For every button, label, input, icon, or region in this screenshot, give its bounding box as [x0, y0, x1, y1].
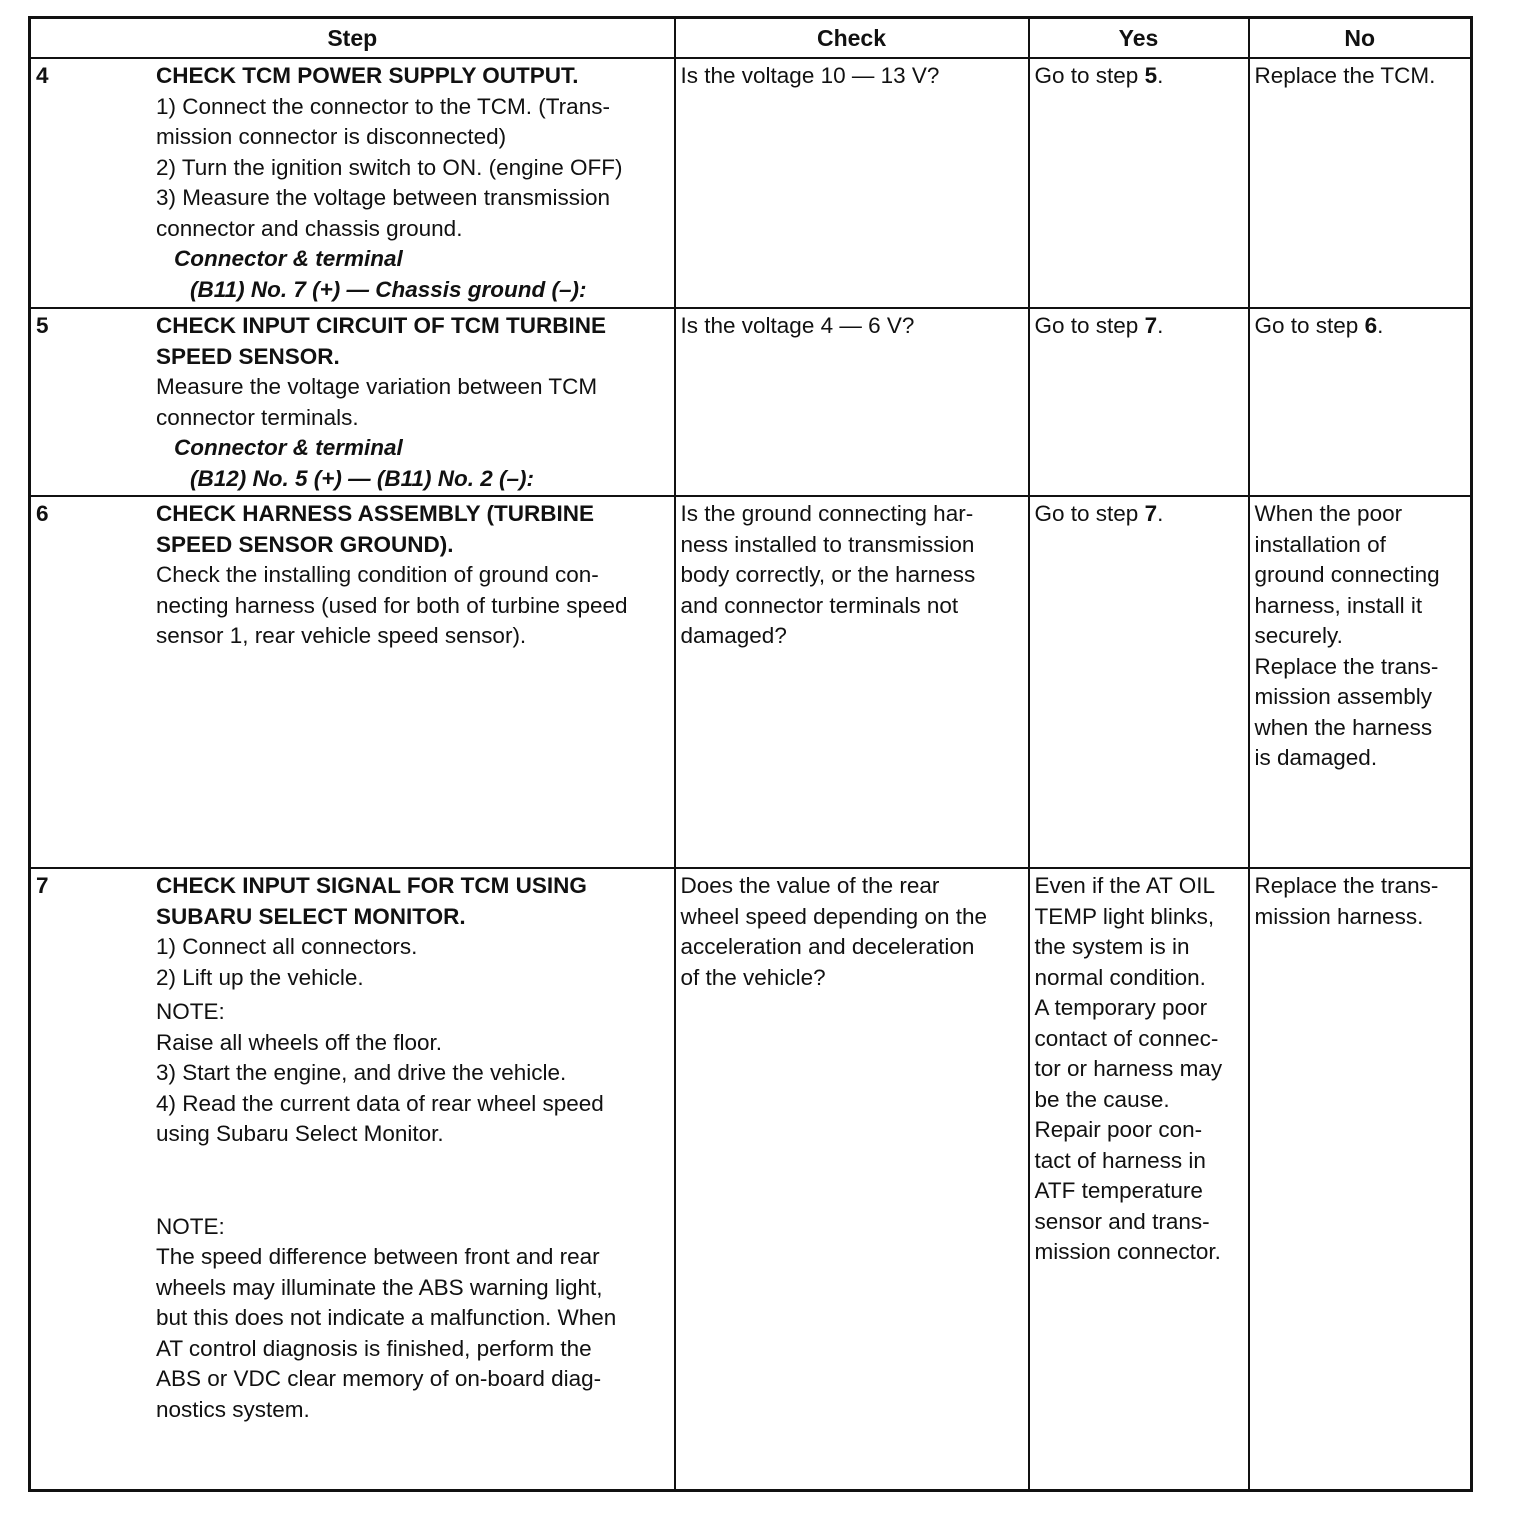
check-cell	[675, 868, 1029, 1490]
step-instruction: Check the installing condition of ground con-	[156, 562, 599, 587]
check-text: wheel speed depending on the	[680, 903, 988, 929]
check-text: Does the value of the rear	[680, 873, 940, 898]
step-instruction: 3) Start the engine, and drive the vehicle.	[156, 1060, 567, 1085]
yes-cell	[1029, 496, 1249, 868]
no-text: mission harness.	[1254, 903, 1424, 929]
check-text: Is the voltage 4 — 6 V?	[680, 313, 915, 338]
step-title: SPEED SENSOR GROUND).	[156, 531, 454, 557]
table-row-step-7	[30, 868, 1472, 1490]
check-text: Is the voltage 10 — 13 V?	[680, 63, 940, 88]
table-row-step-6	[30, 496, 1472, 868]
no-text: When the poor	[1254, 501, 1403, 526]
yes-step-ref: 5	[1144, 63, 1158, 88]
yes-prefix: Go to step	[1034, 501, 1145, 526]
note-text: wheels may illuminate the ABS warning light,	[156, 1274, 603, 1300]
no-text: harness, install it	[1254, 592, 1423, 618]
step-instruction: 4) Read the current data of rear wheel speed	[156, 1090, 604, 1116]
step-cell	[30, 308, 675, 496]
no-text: is damaged.	[1254, 745, 1378, 770]
diagnostic-table	[28, 16, 1473, 1492]
note-label: NOTE:	[156, 1213, 225, 1239]
no-suffix: .	[1377, 313, 1384, 338]
terminal-label: Connector & terminal	[174, 246, 403, 271]
step-number: 4	[36, 63, 49, 88]
step-instruction: mission connector is disconnected)	[156, 124, 507, 149]
yes-suffix: .	[1157, 313, 1164, 338]
step-instruction: 1) Connect all connectors.	[156, 934, 418, 959]
no-cell	[1249, 868, 1472, 1490]
check-cell	[675, 496, 1029, 868]
yes-text: the system is in	[1034, 934, 1190, 959]
terminal-value: (B11) No. 7 (+) — Chassis ground (–):	[190, 276, 587, 302]
yes-text: A temporary poor	[1034, 995, 1208, 1020]
yes-text: tor or harness may	[1034, 1056, 1223, 1081]
no-text: ground connecting	[1254, 562, 1440, 587]
yes-text	[1035, 499, 1243, 530]
step-number: 7	[36, 873, 49, 898]
note-text: Raise all wheels off the floor.	[156, 1029, 442, 1055]
yes-suffix: .	[1157, 501, 1164, 526]
step-instruction: connector terminals.	[156, 404, 359, 430]
no-text: mission assembly	[1254, 684, 1433, 709]
check-cell	[675, 58, 1029, 308]
yes-text: be the cause.	[1034, 1086, 1170, 1112]
no-text: installation of	[1254, 531, 1386, 557]
step-instruction: sensor 1, rear vehicle speed sensor).	[156, 623, 527, 648]
no-step-ref: 6	[1364, 313, 1378, 338]
yes-text: TEMP light blinks,	[1034, 903, 1215, 929]
check-text: Is the ground connecting har-	[680, 501, 974, 526]
yes-text	[1035, 61, 1243, 92]
step-title: CHECK INPUT CIRCUIT OF TCM TURBINE	[156, 313, 606, 338]
note-text: AT control diagnosis is finished, perform the	[156, 1335, 592, 1361]
step-cell	[30, 58, 675, 308]
step-cell	[30, 868, 675, 1490]
check-cell	[675, 308, 1029, 496]
no-text: when the harness	[1254, 714, 1433, 740]
step-instruction: 2) Lift up the vehicle.	[156, 964, 364, 990]
yes-text: tact of harness in	[1034, 1147, 1206, 1173]
step-title: CHECK INPUT SIGNAL FOR TCM USING	[156, 873, 587, 898]
step-number: 6	[36, 501, 49, 526]
step-cell	[30, 496, 675, 868]
header-no: No	[1249, 18, 1472, 59]
check-text: acceleration and deceleration	[680, 934, 975, 959]
header-row	[30, 18, 1472, 59]
note-label: NOTE:	[156, 999, 225, 1024]
step-title: CHECK HARNESS ASSEMBLY (TURBINE	[156, 501, 594, 526]
no-text: securely.	[1254, 623, 1343, 648]
check-text: of the vehicle?	[680, 964, 826, 990]
yes-text	[1035, 311, 1243, 342]
yes-step-ref: 7	[1144, 501, 1158, 526]
note-text: The speed difference between front and rear	[156, 1244, 600, 1269]
step-instruction: connector and chassis ground.	[156, 215, 463, 241]
no-text	[1255, 311, 1466, 342]
note-text: but this does not indicate a malfunction. When	[156, 1305, 617, 1330]
header-step: Step	[30, 18, 675, 59]
yes-cell	[1029, 58, 1249, 308]
step-instruction: Measure the voltage variation between TCM	[156, 374, 598, 399]
yes-cell	[1029, 308, 1249, 496]
table-row-step-5	[30, 308, 1472, 496]
step-instruction: using Subaru Select Monitor.	[156, 1121, 444, 1146]
yes-text: mission connector.	[1034, 1239, 1221, 1264]
header-yes: Yes	[1029, 18, 1249, 59]
check-text: body correctly, or the harness	[680, 562, 976, 587]
check-text: damaged?	[680, 623, 787, 648]
check-text: and connector terminals not	[680, 592, 959, 618]
step-instruction: necting harness (used for both of turbine speed	[156, 592, 628, 618]
yes-text: Even if the AT OIL	[1034, 873, 1216, 898]
header-check: Check	[675, 18, 1029, 59]
yes-text: ATF temperature	[1034, 1178, 1203, 1203]
no-prefix: Go to step	[1254, 313, 1365, 338]
step-title: SUBARU SELECT MONITOR.	[156, 903, 466, 929]
yes-text: sensor and trans-	[1034, 1208, 1210, 1234]
step-title: SPEED SENSOR.	[156, 343, 340, 369]
no-cell	[1249, 496, 1472, 868]
yes-text: contact of connec-	[1034, 1025, 1219, 1051]
note-text: nostics system.	[156, 1396, 310, 1422]
no-cell	[1249, 58, 1472, 308]
step-instruction: 1) Connect the connector to the TCM. (Trans-	[156, 93, 610, 119]
yes-step-ref: 7	[1144, 313, 1158, 338]
yes-prefix: Go to step	[1034, 63, 1145, 88]
yes-prefix: Go to step	[1034, 313, 1145, 338]
yes-text: Repair poor con-	[1034, 1117, 1203, 1142]
terminal-value: (B12) No. 5 (+) — (B11) No. 2 (–):	[190, 465, 534, 491]
step-title: CHECK TCM POWER SUPPLY OUTPUT.	[156, 63, 579, 88]
no-cell	[1249, 308, 1472, 496]
yes-suffix: .	[1157, 63, 1164, 88]
note-text: ABS or VDC clear memory of on-board diag-	[156, 1366, 602, 1391]
no-text: Replace the trans-	[1254, 873, 1439, 898]
yes-text: normal condition.	[1034, 964, 1206, 990]
step-instruction: 2) Turn the ignition switch to ON. (engine OFF)	[156, 154, 623, 180]
no-text: Replace the TCM.	[1254, 63, 1436, 88]
yes-cell	[1029, 868, 1249, 1490]
table-row-step-4	[30, 58, 1472, 308]
no-text: Replace the trans-	[1254, 653, 1439, 679]
step-instruction: 3) Measure the voltage between transmission	[156, 185, 610, 210]
step-number: 5	[36, 313, 49, 338]
check-text: ness installed to transmission	[680, 531, 975, 557]
terminal-label: Connector & terminal	[174, 435, 403, 460]
